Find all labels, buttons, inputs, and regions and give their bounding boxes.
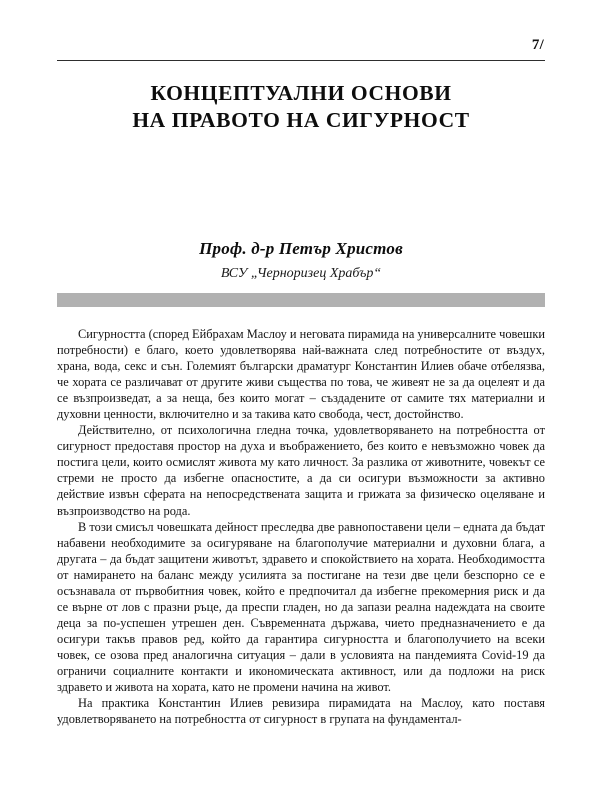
author-name: Проф. д-р Петър Христов	[199, 239, 403, 258]
section-separator-band	[57, 293, 545, 307]
body-paragraph: На практика Константин Илиев ревизира пирамидата на Маслоу, като поставя удовлетворяването на потребността от сигурност в групата на фундаментал-	[57, 696, 545, 727]
body-text-column	[57, 326, 545, 727]
article-title	[57, 80, 545, 134]
header-divider-rule	[57, 60, 545, 61]
body-paragraph: Действително, от психологична гледна точка, удовлетворяването на потребността от сигурност предоставя простор на духа и въображението, без които е невъзможно човек да постига цели, които осмислят живота му като личност. За разлика от животните, човекът се стреми не просто да избегне опасностите, а да си осигури възможности за активно действие извън сферата на непосредствената защита и грижата за физическо оцеляване и възпроизводство на рода.	[57, 423, 545, 518]
body-paragraph: Сигурността (според Ейбрахам Маслоу и неговата пирамида на универсалните човешки потребности) е благо, което удовлетворява най-важната след потребностите от въздух, храна, вода, секс и сън. Големият български драматург Константин Илиев обаче отбелязва, че хората се различават от другите живи същества по това, че живеят не за да оцелеят и да се възпроизведат, а за неща, без които могат – създадените от самите тях материални и духовни ценности, включително и за такива като свобода, чест, достойнство.	[57, 327, 545, 422]
article-title-line-2: НА ПРАВОТО НА СИГУРНОСТ	[132, 108, 470, 132]
author-affiliation: ВСУ „Черноризец Храбър“	[220, 266, 382, 281]
byline	[57, 238, 545, 283]
body-paragraph: В този смисъл човешката дейност преследва две равнопоставени цели – едната да бъдат набавени необходимите за осигуряване на благополучие материални и духовни блага, а другата – да бъдат защитени животът, здравето и спокойствието на хората. Необходимостта от намирането на баланс между усилията за постигане на тези две цели безспорно се е осъзнавала от първобитния човек, който е предпочитал да избегне прекомерния риск и да се върне от лов с празни ръце, да преспи гладен, но да запази реална надеждата на своите деца за по-успешен утрешен ден. Съвременната държава, чието предназначението е да осигури такъв правов ред, който да гарантира сигурността и благополучието на всеки човек, се озова пред аналогична ситуация – дали в условията на пандемията Covid-19 да ограничи социалните контакти и икономическата активност, или да подложи на риск здравето и живота на хората, като не промени начина на живот.	[57, 519, 545, 695]
page-header	[57, 38, 545, 61]
page-number: 7/	[531, 37, 544, 53]
article-title-line-1: КОНЦЕПТУАЛНИ ОСНОВИ	[150, 81, 452, 105]
